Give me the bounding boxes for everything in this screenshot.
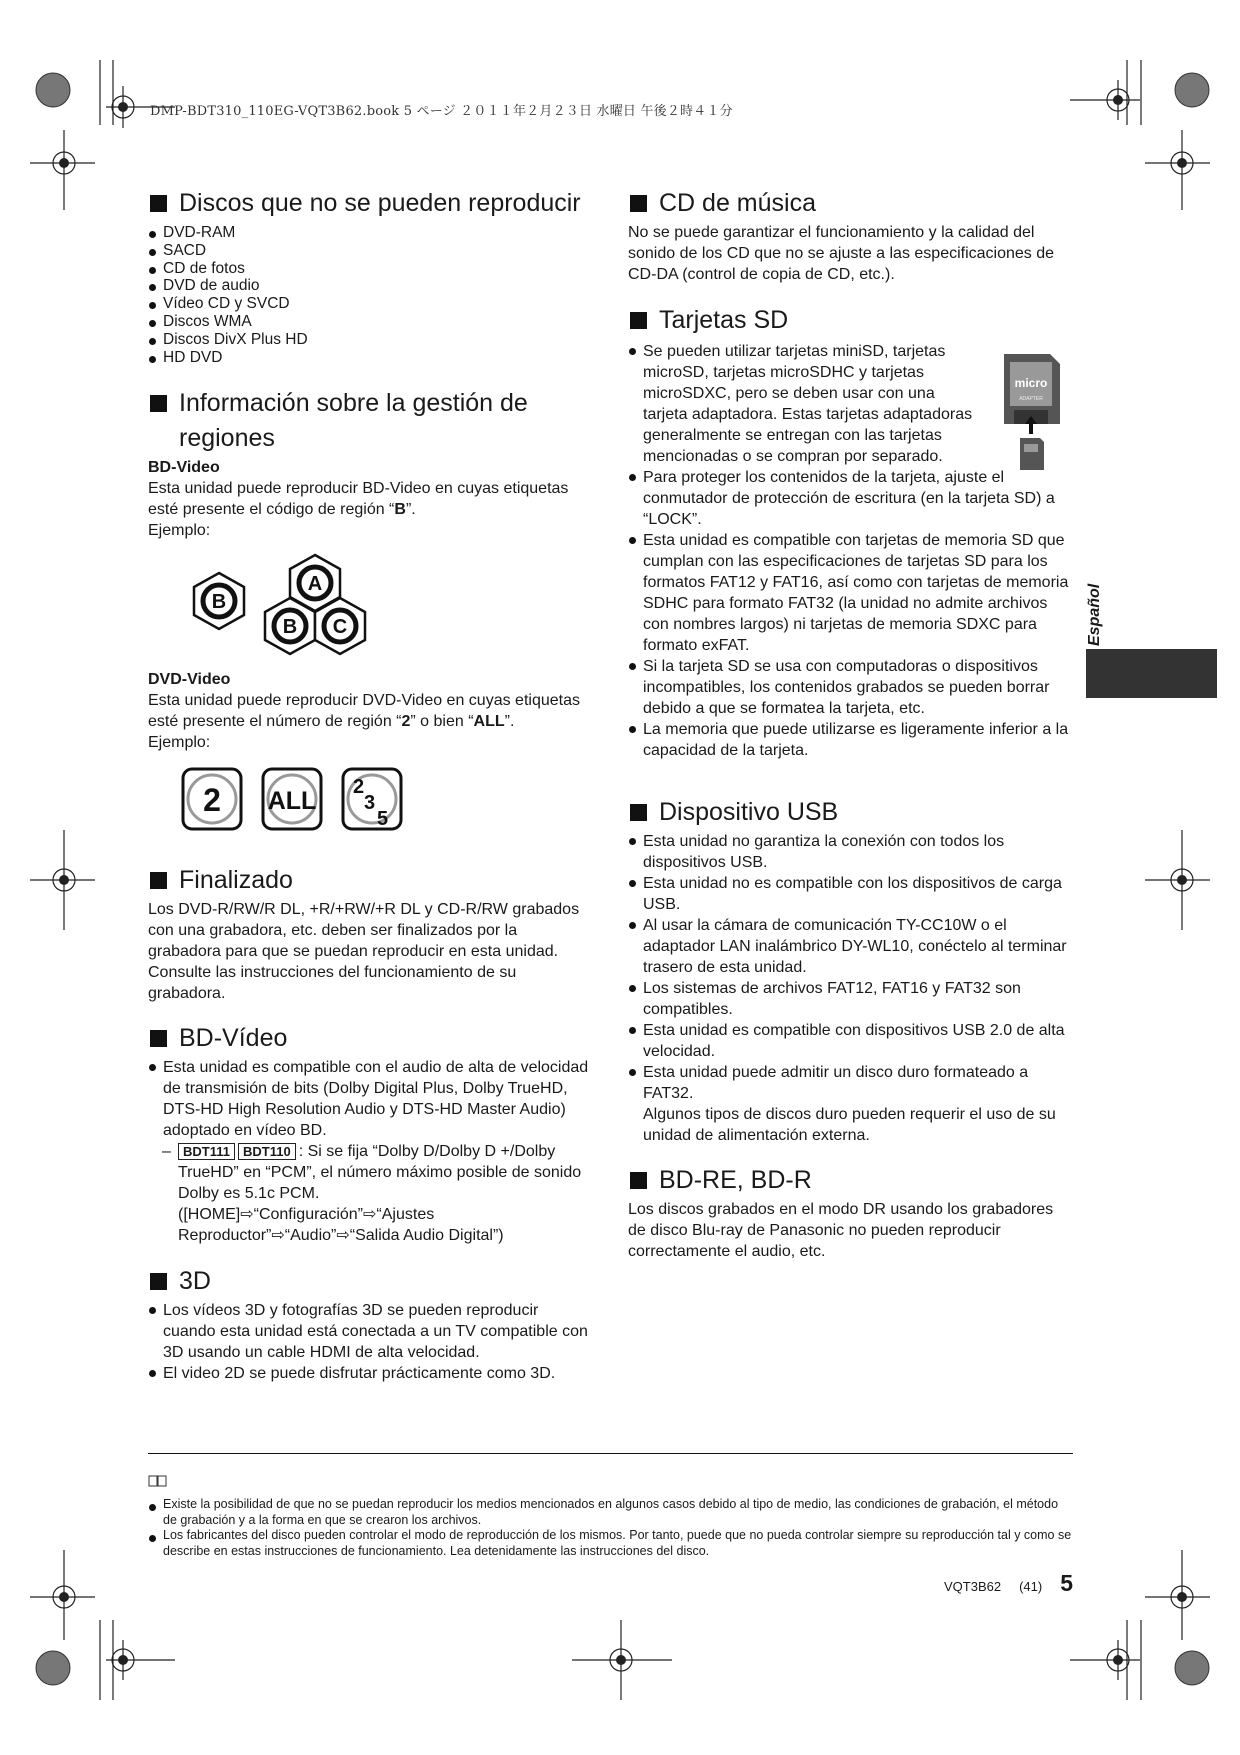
square-bullet-icon [630,312,647,329]
list-item: Esta unidad es compatible con tarjetas de memoria SD que cumplan con las especificaciones de tarjetas SD para los formatos FAT12 y FAT16, así como con tarjetas de memoria SDHC para formato FAT32 (la unidad no admite archivos con nombres largos) ni tarjetas de memoria SDXC para formato exFAT. [628,530,1072,656]
region-letter: B [282,616,298,638]
region-number: 5 [377,808,389,830]
section-title: 3D [179,1267,211,1295]
svg-text:ADAPTER: ADAPTER [1019,396,1043,402]
book-note-icon [148,1474,168,1488]
list-item: Esta unidad es compatible con el audio de alta de velocidad de transmisión de bits (Dolby Digital Plus, Dolby TrueHD, DTS-HD High Resolution Audio y DTS-HD Master Audio) adoptado en vídeo BD. [148,1057,592,1141]
bd-region-logos [188,553,408,658]
notes [148,1497,1073,1559]
language-label: Español [1086,583,1103,646]
bd-video-label: BD-Video [148,459,220,476]
list-item: Esta unidad no es compatible con los dispositivos de carga USB. [628,873,1072,915]
sub-page-number: (41) [1019,1579,1043,1594]
page-footer [944,1570,1073,1597]
music-cd-text: No se puede garantizar el funcionamiento y la calidad del sonido de los CD que no se ajuste a las especificaciones de CD-DA (control de copia de CD, etc.). [628,224,1055,283]
language-tab [1083,580,1107,646]
section-region [148,386,592,833]
list-item: CD de fotos [148,260,592,278]
square-bullet-icon [150,195,167,212]
region-letter: A [307,573,323,595]
unsupported-disc-list [148,224,592,366]
finalized-text: Los DVD-R/RW/R DL, +R/+RW/+R DL y CD-R/RW grabados con una grabadora, etc. deben ser finalizados por la grabadora para que se puedan reproducir en esta unidad. Consulte las instrucciones del funcionamiento de su grabadora. [148,901,580,1002]
list-item: Esta unidad no garantiza la conexión con todos los dispositivos USB. [628,831,1072,873]
square-bullet-icon [630,1172,647,1189]
list-item: Los vídeos 3D y fotografías 3D se pueden reproducir cuando esta unidad está conectada a un TV compatible con 3D usando un cable HDMI de alta velocidad. [148,1300,592,1363]
list-item: Para proteger los contenidos de la tarjeta, ajuste el conmutador de protección de escritura (en la tarjeta SD) a “LOCK”. [628,467,1072,530]
model-badge: BDT111 [178,1143,235,1160]
note-item: Existe la posibilidad de que no se puedan reproducir los medios mencionados en algunos casos debido al tipo de medio, las condiciones de grabación, el método de grabación y a la forma en que se crearon los archivos. [148,1497,1073,1528]
section-title: Tarjetas SD [659,306,789,334]
language-tab-block [1086,649,1217,698]
square-bullet-icon [630,195,647,212]
list-item: SACD [148,242,592,260]
section-title: BD-Vídeo [179,1024,288,1052]
section-no-play [148,186,592,366]
menu-path: ([HOME]⇨“Configuración”⇨“Ajustes Reproductor”⇨“Audio”⇨“Salida Audio Digital”) [178,1206,504,1244]
section-bd-re [628,1163,1072,1262]
note-item: Los fabricantes del disco pueden controlar el modo de reproducción de los mismos. Por tanto, puede que no pueda controlar siempre su reproducción tal y como se describe en estas instrucciones de funcionamiento. Lea detenidamente las instrucciones del disco. [148,1528,1073,1559]
list-item: Discos WMA [148,313,592,331]
dvd-region-logos [181,767,421,833]
square-bullet-icon [150,872,167,889]
list-item: La memoria que puede utilizarse es ligeramente inferior a la capacidad de la tarjeta. [628,719,1072,761]
region-number: 2 [203,782,221,818]
file-header: DMP-BDT310_110EG-VQT3B62.book 5 ページ ２０１１年２月２３日 水曜日 午後２時４１分 [150,104,733,119]
list-item: Los sistemas de archivos FAT12, FAT16 y FAT32 son compatibles. [628,978,1072,1020]
list-item: Discos DivX Plus HD [148,331,592,349]
page-number: 5 [1060,1570,1073,1596]
list-item: Esta unidad puede admitir un disco duro formateado a FAT32. [628,1062,1072,1104]
list-item: Si la tarjeta SD se usa con computadoras o dispositivos incompatibles, los contenidos grabados se pueden borrar debido a que se formatea la tarjeta, etc. [628,656,1072,719]
section-title: Dispositivo USB [659,798,839,826]
usb-extra-note: Algunos tipos de discos duro pueden requerir el uso de su unidad de alimentación externa. [643,1106,1056,1144]
bd-re-text: Los discos grabados en el modo DR usando los grabadores de disco Blu-ray de Panasonic no pueden reproducir correctamente el audio, etc. [628,1201,1054,1260]
list-item: Al usar la cámara de comunicación TY-CC10W o el adaptador LAN inalámbrico DY-WL10, conéctelo al terminar trasero de esta unidad. [628,915,1072,978]
list-item: Vídeo CD y SVCD [148,295,592,313]
region-number: 3 [364,792,376,814]
dvd-video-label: DVD-Video [148,671,231,688]
square-bullet-icon [150,395,167,412]
example-label: Ejemplo: [148,734,211,751]
list-item: Esta unidad es compatible con dispositivos USB 2.0 de alta velocidad. [628,1020,1072,1062]
list-item: DVD-RAM [148,224,592,242]
region-letter: B [211,591,227,613]
section-title: Información sobre la gestión de regiones [179,389,528,452]
list-item: Se pueden utilizar tarjetas miniSD, tarjetas microSD, tarjetas microSDHC y tarjetas microSDXC, pero se deben usar con una tarjeta adaptadora. Estas tarjetas adaptadoras generalmente se entregan con las tarjetas mencionadas o se compran por separado. [628,341,973,467]
section-title: BD-RE, BD-R [659,1166,812,1194]
example-label: Ejemplo: [148,522,211,539]
square-bullet-icon [150,1273,167,1290]
square-bullet-icon [150,1030,167,1047]
list-item: DVD de audio [148,277,592,295]
section-bd-video [148,1021,592,1246]
bd-video-text: Esta unidad puede reproducir BD-Video en cuyas etiquetas esté presente el código de región “B”. [148,480,569,518]
square-bullet-icon [630,804,647,821]
section-3d [148,1264,592,1384]
notes-divider [148,1453,1073,1454]
section-music-cd [628,186,1072,285]
section-title: CD de música [659,189,816,217]
model-note: – BDT111 BDT110 : Si se fija “Dolby D/Dolby D +/Dolby TrueHD” en “PCM”, el número máximo posible de sonido Dolby es 5.1c PCM. ([HOME]⇨“Configuración”⇨“Ajustes Reproductor”⇨“Audio”⇨“Salida Audio Digital”) [148,1141,592,1246]
svg-text:micro: micro [1014,376,1048,390]
dvd-video-text: Esta unidad puede reproducir DVD-Video en cuyas etiquetas esté presente el número de región “2” o bien “ALL”. [148,692,580,730]
region-number: 2 [353,776,365,798]
list-item: El video 2D se puede disfrutar prácticamente como 3D. [148,1363,592,1384]
region-number: ALL [267,787,317,815]
section-title: Discos que no se pueden reproducir [179,189,581,217]
region-letter: C [332,616,348,638]
doc-code: VQT3B62 [943,1579,1002,1594]
section-usb [628,795,1072,1146]
microsd-adapter-image [1000,352,1064,482]
section-title: Finalizado [179,866,293,894]
model-badge: BDT110 [238,1143,296,1160]
section-finalized [148,863,592,1004]
list-item: HD DVD [148,349,592,367]
